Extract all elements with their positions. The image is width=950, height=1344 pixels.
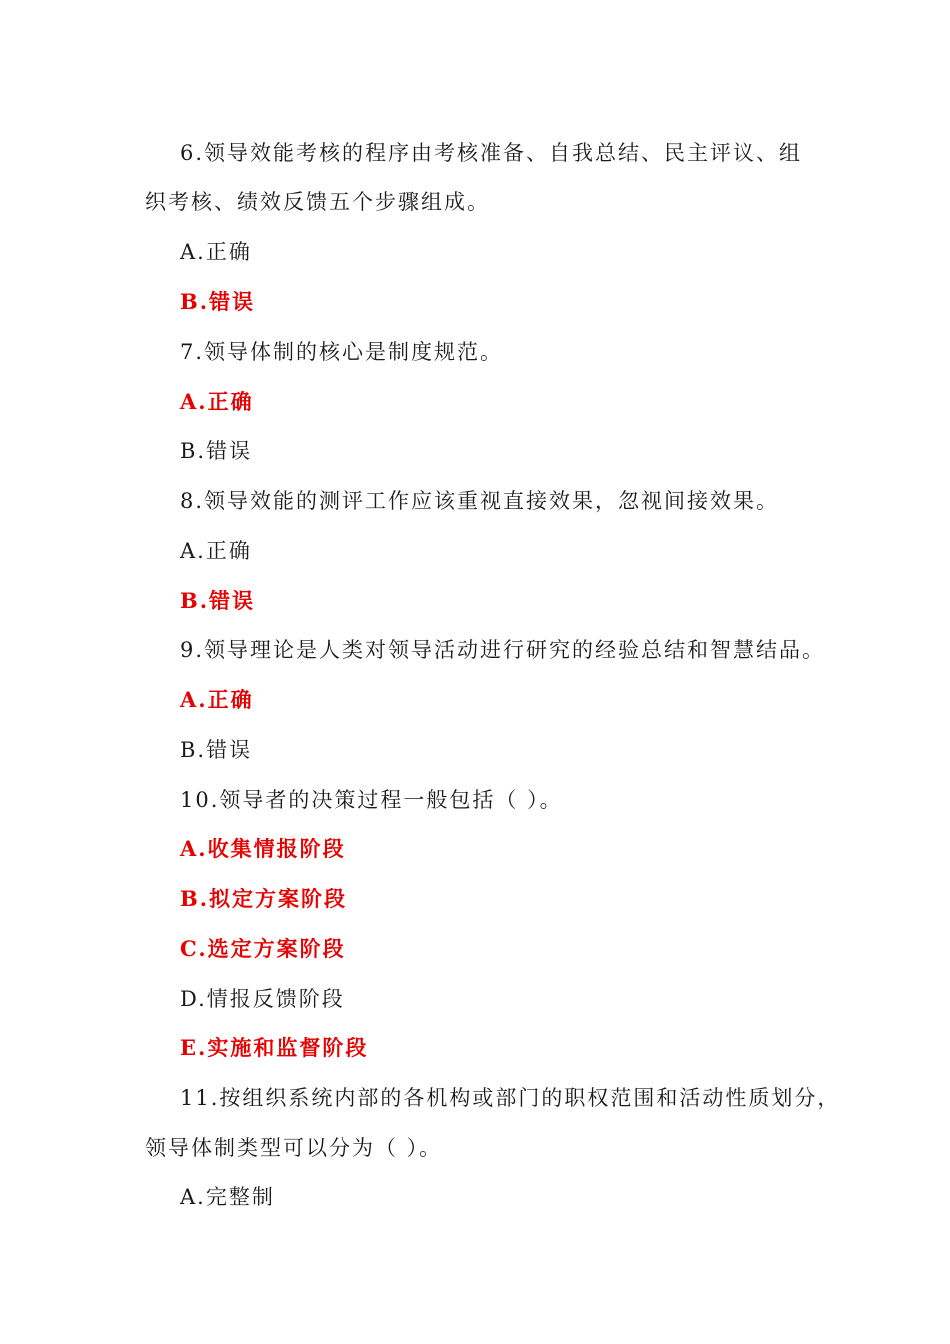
question-6-option-a: A.正确: [180, 240, 252, 264]
question-9-option-a-answer: A.正确: [180, 687, 254, 712]
question-10-option-b-answer: B.拟定方案阶段: [180, 886, 348, 911]
question-11-stem-line-1: 11.按组织系统内部的各机构或部门的职权范围和活动性质划分，: [180, 1086, 841, 1110]
question-10-option-d: D.情报反馈阶段: [180, 987, 345, 1011]
question-10-option-c-answer: C.选定方案阶段: [180, 936, 346, 961]
question-7-option-a-answer: A.正确: [180, 389, 254, 414]
question-8-stem: 8.领导效能的测评工作应该重视直接效果，忽视间接效果。: [180, 489, 780, 513]
question-10-option-e-answer: E.实施和监督阶段: [180, 1035, 369, 1060]
question-6-option-b-answer: B.错误: [180, 289, 256, 314]
question-10-stem: 10.领导者的决策过程一般包括（ ）。: [180, 788, 563, 812]
question-9-stem: 9.领导理论是人类对领导活动进行研究的经验总结和智慧结品。: [180, 638, 826, 662]
question-11-stem-line-2: 领导体制类型可以分为（ ）。: [145, 1136, 443, 1160]
question-8-option-a: A.正确: [180, 539, 252, 563]
question-6-stem-line-1: 6.领导效能考核的程序由考核准备、自我总结、民主评议、组: [180, 141, 803, 165]
question-11-option-a: A.完整制: [180, 1185, 275, 1209]
question-8-option-b-answer: B.错误: [180, 588, 256, 613]
question-9-option-b: B.错误: [180, 738, 253, 762]
question-7-stem: 7.领导体制的核心是制度规范。: [180, 340, 504, 364]
question-10-option-a-answer: A.收集情报阶段: [180, 836, 346, 861]
question-7-option-b: B.错误: [180, 439, 253, 463]
question-6-stem-line-2: 织考核、绩效反馈五个步骤组成。: [145, 190, 490, 214]
